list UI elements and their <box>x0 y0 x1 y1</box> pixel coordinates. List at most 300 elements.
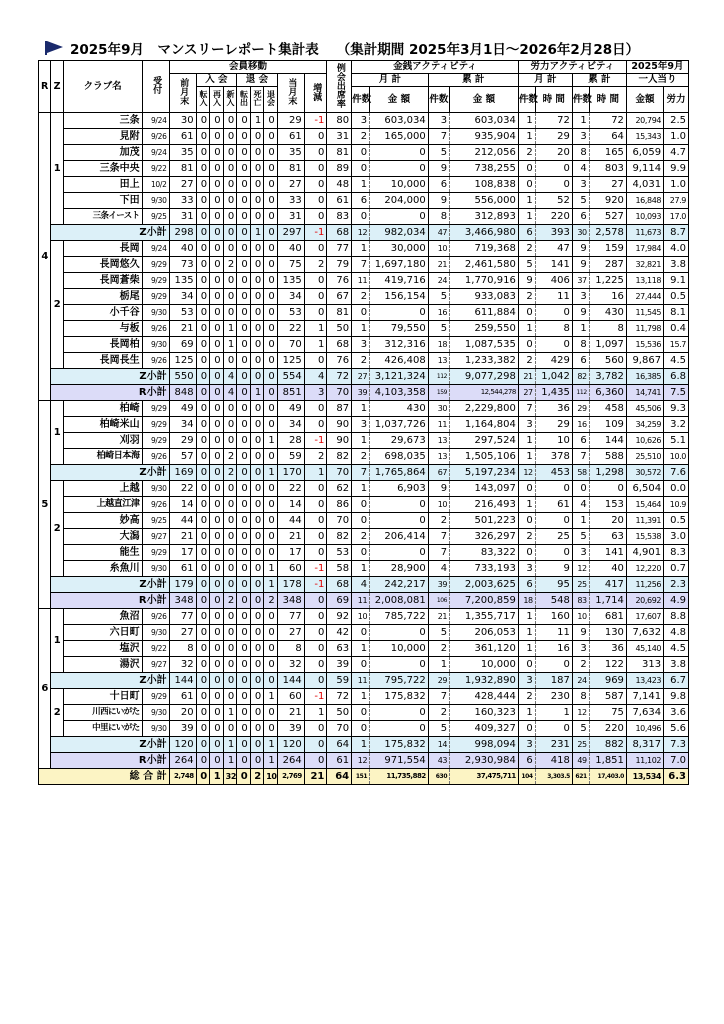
accepted-date: 9/30 <box>142 721 169 737</box>
accepted-date: 9/22 <box>142 161 169 177</box>
money-month-count: 7 <box>352 465 370 481</box>
prev-month-end: 348 <box>169 593 196 609</box>
club-name: 長岡柏 <box>63 337 142 353</box>
attendance-rate: 89 <box>327 161 352 177</box>
prev-month-end: 34 <box>169 417 196 433</box>
accepted-date: 9/24 <box>142 145 169 161</box>
sainyu: 0 <box>210 577 224 593</box>
labor-month-hours: 0 <box>535 177 572 193</box>
money-month-amount: 29,673 <box>370 433 429 449</box>
accepted-date: 9/26 <box>142 497 169 513</box>
money-cum-amount: 7,200,859 <box>450 593 519 609</box>
money-cum-amount: 160,323 <box>450 705 519 721</box>
per-amount: 10,496 <box>626 721 663 737</box>
accepted-date: 9/30 <box>142 625 169 641</box>
labor-cum-hours: 72 <box>589 113 626 129</box>
this-month-end: 40 <box>277 241 304 257</box>
money-month-amount: 2,008,081 <box>370 593 429 609</box>
shinnyu: 0 <box>223 209 237 225</box>
tennyu: 0 <box>196 545 210 561</box>
change: 2 <box>304 257 327 273</box>
attendance-rate: 42 <box>327 625 352 641</box>
money-month-amount: 0 <box>370 545 429 561</box>
money-cum-amount: 1,505,106 <box>450 449 519 465</box>
labor-cum-count: 8 <box>572 689 589 705</box>
tennyu: 0 <box>196 481 210 497</box>
prev-month-end: 169 <box>169 465 196 481</box>
sainyu: 0 <box>210 689 224 705</box>
z-code: 1 <box>51 401 63 465</box>
labor-cum-count: 1 <box>572 513 589 529</box>
attendance-rate: 92 <box>327 609 352 625</box>
header-club: クラブ名 <box>63 61 142 113</box>
club-name: 長岡 <box>63 241 142 257</box>
labor-month-count: 6 <box>518 225 535 241</box>
attendance-rate: 81 <box>327 145 352 161</box>
labor-cum-hours: 588 <box>589 449 626 465</box>
money-cum-amount: 501,223 <box>450 513 519 529</box>
labor-cum-count: 7 <box>572 449 589 465</box>
r-subtotal-label: R小計 <box>51 385 169 401</box>
header-this-month-end: 当月末 <box>277 74 304 113</box>
this-month-end: 22 <box>277 481 304 497</box>
z-subtotal-label: Z小計 <box>51 577 169 593</box>
money-cum-amount: 933,083 <box>450 289 519 305</box>
header-shinnyu: 新入 <box>223 87 237 113</box>
shibou: 0 <box>250 737 264 753</box>
money-month-count: 0 <box>352 545 370 561</box>
money-cum-amount: 5,197,234 <box>450 465 519 481</box>
change: -1 <box>304 561 327 577</box>
prev-month-end: 49 <box>169 401 196 417</box>
sainyu: 0 <box>210 145 224 161</box>
per-labor: 8.1 <box>664 305 689 321</box>
attendance-rate: 68 <box>327 225 352 241</box>
tennyu: 0 <box>196 625 210 641</box>
shinnyu: 2 <box>223 449 237 465</box>
money-cum-amount: 2,461,580 <box>450 257 519 273</box>
taikai: 0 <box>264 673 278 689</box>
prev-month-end: 44 <box>169 513 196 529</box>
per-amount: 15,464 <box>626 497 663 513</box>
labor-cum-hours: 1,714 <box>589 593 626 609</box>
table-row <box>39 161 689 177</box>
attendance-rate: 82 <box>327 449 352 465</box>
shinnyu: 0 <box>223 561 237 577</box>
money-month-count: 11 <box>352 593 370 609</box>
table-row <box>39 561 689 577</box>
labor-month-count: 2 <box>518 529 535 545</box>
shibou: 0 <box>250 193 264 209</box>
labor-cum-hours: 3,782 <box>589 369 626 385</box>
change: 0 <box>304 145 327 161</box>
money-cum-amount: 1,932,890 <box>450 673 519 689</box>
labor-cum-count: 4 <box>572 161 589 177</box>
labor-cum-hours: 1,225 <box>589 273 626 289</box>
header-money-month-amount: 金 額 <box>370 87 429 113</box>
money-cum-amount: 1,164,804 <box>450 417 519 433</box>
attendance-rate: 68 <box>327 577 352 593</box>
shibou: 0 <box>250 545 264 561</box>
sainyu: 0 <box>210 161 224 177</box>
sainyu: 0 <box>210 417 224 433</box>
per-amount: 11,545 <box>626 305 663 321</box>
sainyu: 0 <box>210 305 224 321</box>
labor-cum-count: 5 <box>572 529 589 545</box>
tenshutsu: 0 <box>237 161 251 177</box>
shinnyu: 0 <box>223 353 237 369</box>
tennyu: 0 <box>196 305 210 321</box>
labor-month-count: 1 <box>518 449 535 465</box>
this-month-end: 21 <box>277 529 304 545</box>
tennyu: 0 <box>196 593 210 609</box>
labor-cum-count: 6 <box>572 353 589 369</box>
shinnyu: 0 <box>223 689 237 705</box>
change: -1 <box>304 113 327 129</box>
shibou: 0 <box>250 433 264 449</box>
prev-month-end: 27 <box>169 625 196 641</box>
tenshutsu: 0 <box>237 273 251 289</box>
accepted-date: 9/26 <box>142 321 169 337</box>
per-amount: 34,259 <box>626 417 663 433</box>
prev-month-end: 550 <box>169 369 196 385</box>
tennyu: 0 <box>196 225 210 241</box>
per-labor: 3.2 <box>664 417 689 433</box>
accepted-date: 9/29 <box>142 545 169 561</box>
sainyu: 0 <box>210 257 224 273</box>
taikai: 1 <box>264 689 278 705</box>
this-month-end: 125 <box>277 353 304 369</box>
table-row <box>39 689 689 705</box>
sainyu: 0 <box>210 673 224 689</box>
tenshutsu: 0 <box>237 561 251 577</box>
tennyu: 0 <box>196 177 210 193</box>
taikai: 0 <box>264 545 278 561</box>
taikai: 1 <box>264 577 278 593</box>
money-month-amount: 0 <box>370 497 429 513</box>
money-cum-amount: 409,327 <box>450 721 519 737</box>
per-labor: 7.6 <box>664 465 689 481</box>
club-name: 小千谷 <box>63 305 142 321</box>
labor-month-count: 104 <box>518 769 535 785</box>
labor-cum-hours: 681 <box>589 609 626 625</box>
tennyu: 0 <box>196 721 210 737</box>
r-code: 4 <box>39 113 51 401</box>
tenshutsu: 0 <box>237 129 251 145</box>
money-cum-count: 7 <box>428 529 449 545</box>
taikai: 0 <box>264 497 278 513</box>
tenshutsu: 0 <box>237 401 251 417</box>
labor-month-count: 0 <box>518 161 535 177</box>
attendance-rate: 70 <box>327 513 352 529</box>
table-row <box>39 641 689 657</box>
prev-month-end: 57 <box>169 449 196 465</box>
shibou: 0 <box>250 673 264 689</box>
shibou: 0 <box>250 257 264 273</box>
labor-cum-count: 2 <box>572 657 589 673</box>
prev-month-end: 125 <box>169 353 196 369</box>
money-month-amount: 603,034 <box>370 113 429 129</box>
per-amount: 11,798 <box>626 321 663 337</box>
money-month-amount: 1,697,180 <box>370 257 429 273</box>
change: 0 <box>304 737 327 753</box>
labor-cum-count: 6 <box>572 433 589 449</box>
labor-month-count: 2 <box>518 289 535 305</box>
sainyu: 0 <box>210 385 224 401</box>
tennyu: 0 <box>196 241 210 257</box>
money-cum-count: 159 <box>428 385 449 401</box>
tennyu: 0 <box>196 209 210 225</box>
tennyu: 0 <box>196 433 210 449</box>
taikai: 0 <box>264 529 278 545</box>
per-labor: 4.7 <box>664 145 689 161</box>
tennyu: 0 <box>196 449 210 465</box>
sainyu: 0 <box>210 497 224 513</box>
money-cum-count: 21 <box>428 257 449 273</box>
prev-month-end: 179 <box>169 577 196 593</box>
table-row <box>39 321 689 337</box>
money-month-amount: 79,550 <box>370 321 429 337</box>
header-taikai: 退会 <box>264 87 278 113</box>
sainyu: 1 <box>210 769 224 785</box>
labor-cum-count: 3 <box>572 129 589 145</box>
per-amount: 13,534 <box>626 769 663 785</box>
labor-cum-count: 58 <box>572 465 589 481</box>
labor-month-count: 0 <box>518 177 535 193</box>
per-amount: 9,867 <box>626 353 663 369</box>
this-month-end: 32 <box>277 657 304 673</box>
labor-month-count: 0 <box>518 337 535 353</box>
attendance-rate: 82 <box>327 529 352 545</box>
club-name: 加茂 <box>63 145 142 161</box>
tenshutsu: 0 <box>237 321 251 337</box>
per-labor: 0.5 <box>664 289 689 305</box>
per-labor: 4.5 <box>664 353 689 369</box>
this-month-end: 27 <box>277 177 304 193</box>
table-row <box>39 625 689 641</box>
per-labor: 3.6 <box>664 705 689 721</box>
money-cum-count: 4 <box>428 561 449 577</box>
money-month-amount: 1,037,726 <box>370 417 429 433</box>
labor-cum-count: 10 <box>572 609 589 625</box>
r-subtotal-row <box>39 593 689 609</box>
shibou: 0 <box>250 209 264 225</box>
r-code: 5 <box>39 401 51 609</box>
labor-month-hours: 418 <box>535 753 572 769</box>
shibou: 0 <box>250 289 264 305</box>
labor-cum-count: 25 <box>572 577 589 593</box>
accepted-date: 9/24 <box>142 113 169 129</box>
labor-month-hours: 0 <box>535 657 572 673</box>
accepted-date: 9/26 <box>142 353 169 369</box>
per-amount: 11,673 <box>626 225 663 241</box>
labor-cum-hours: 122 <box>589 657 626 673</box>
money-month-amount: 206,414 <box>370 529 429 545</box>
report-table <box>38 60 689 785</box>
accepted-date: 9/29 <box>142 401 169 417</box>
taikai: 0 <box>264 241 278 257</box>
taikai: 1 <box>264 561 278 577</box>
sainyu: 0 <box>210 369 224 385</box>
taikai: 0 <box>264 657 278 673</box>
money-cum-amount: 206,053 <box>450 625 519 641</box>
taikai: 0 <box>264 625 278 641</box>
money-month-count: 27 <box>352 369 370 385</box>
taikai: 1 <box>264 753 278 769</box>
prev-month-end: 69 <box>169 337 196 353</box>
attendance-rate: 59 <box>327 673 352 689</box>
sainyu: 0 <box>210 449 224 465</box>
labor-month-hours: 25 <box>535 529 572 545</box>
shibou: 0 <box>250 337 264 353</box>
club-name: 下田 <box>63 193 142 209</box>
header-labor-month-count: 件数 <box>518 87 535 113</box>
labor-cum-count: 6 <box>572 209 589 225</box>
per-labor: 3.8 <box>664 257 689 273</box>
z-subtotal-row <box>39 673 689 689</box>
club-name: 刈羽 <box>63 433 142 449</box>
taikai: 0 <box>264 321 278 337</box>
shibou: 0 <box>250 305 264 321</box>
accepted-date: 9/25 <box>142 209 169 225</box>
taikai: 10 <box>264 769 278 785</box>
this-month-end: 31 <box>277 209 304 225</box>
money-month-amount: 204,000 <box>370 193 429 209</box>
header-attendance: 例会出席率 <box>327 61 352 113</box>
club-name: 三条イースト <box>63 209 142 225</box>
labor-cum-hours: 64 <box>589 129 626 145</box>
this-month-end: 14 <box>277 497 304 513</box>
money-cum-amount: 998,094 <box>450 737 519 753</box>
labor-month-hours: 10 <box>535 433 572 449</box>
table-row <box>39 353 689 369</box>
tenshutsu: 0 <box>237 433 251 449</box>
tennyu: 0 <box>196 753 210 769</box>
tenshutsu: 0 <box>237 673 251 689</box>
title-main: 2025年9月 マンスリーレポート集計表 <box>70 42 319 58</box>
shinnyu: 2 <box>223 257 237 273</box>
money-cum-count: 1 <box>428 657 449 673</box>
taikai: 0 <box>264 417 278 433</box>
labor-month-count: 1 <box>518 193 535 209</box>
tenshutsu: 0 <box>237 257 251 273</box>
money-cum-amount: 611,884 <box>450 305 519 321</box>
labor-month-hours: 141 <box>535 257 572 273</box>
tennyu: 0 <box>196 689 210 705</box>
labor-month-count: 18 <box>518 593 535 609</box>
club-name: 川西にいがた <box>63 705 142 721</box>
header-tennyu: 転入 <box>196 87 210 113</box>
labor-cum-count: 49 <box>572 753 589 769</box>
money-cum-count: 6 <box>428 177 449 193</box>
shinnyu: 0 <box>223 305 237 321</box>
tenshutsu: 0 <box>237 641 251 657</box>
change: -1 <box>304 225 327 241</box>
change: 1 <box>304 321 327 337</box>
money-month-amount: 312,316 <box>370 337 429 353</box>
shibou: 0 <box>250 129 264 145</box>
change: 2 <box>304 449 327 465</box>
money-cum-amount: 1,770,916 <box>450 273 519 289</box>
money-cum-count: 7 <box>428 129 449 145</box>
labor-month-count: 0 <box>518 721 535 737</box>
labor-cum-count: 5 <box>572 721 589 737</box>
table-row <box>39 545 689 561</box>
change: 0 <box>304 753 327 769</box>
shibou: 0 <box>250 705 264 721</box>
labor-month-count: 0 <box>518 657 535 673</box>
labor-cum-hours: 458 <box>589 401 626 417</box>
header-accepted: 受付 <box>142 61 169 113</box>
this-month-end: 70 <box>277 337 304 353</box>
accepted-date: 9/29 <box>142 417 169 433</box>
accepted-date: 9/30 <box>142 193 169 209</box>
table-row <box>39 513 689 529</box>
flag-icon <box>44 40 64 56</box>
labor-month-count: 1 <box>518 129 535 145</box>
money-month-count: 12 <box>352 225 370 241</box>
per-amount: 8,317 <box>626 737 663 753</box>
change: 0 <box>304 513 327 529</box>
change: 1 <box>304 465 327 481</box>
shibou: 0 <box>250 449 264 465</box>
tenshutsu: 0 <box>237 209 251 225</box>
money-month-amount: 430 <box>370 401 429 417</box>
tennyu: 0 <box>196 513 210 529</box>
tennyu: 0 <box>196 193 210 209</box>
change: 1 <box>304 337 327 353</box>
tenshutsu: 0 <box>237 737 251 753</box>
money-cum-amount: 297,524 <box>450 433 519 449</box>
per-amount: 27,444 <box>626 289 663 305</box>
labor-cum-count: 3 <box>572 289 589 305</box>
change: 0 <box>304 625 327 641</box>
labor-cum-hours: 109 <box>589 417 626 433</box>
shibou: 0 <box>250 721 264 737</box>
accepted-date: 9/26 <box>142 129 169 145</box>
labor-cum-hours: 1,097 <box>589 337 626 353</box>
r-subtotal-label: R小計 <box>51 753 169 769</box>
tenshutsu: 0 <box>237 721 251 737</box>
labor-month-hours: 429 <box>535 353 572 369</box>
sainyu: 0 <box>210 465 224 481</box>
prev-month-end: 61 <box>169 689 196 705</box>
club-name: 柏崎 <box>63 401 142 417</box>
prev-month-end: 31 <box>169 209 196 225</box>
attendance-rate: 86 <box>327 497 352 513</box>
labor-month-count: 2 <box>518 145 535 161</box>
club-name: 妙高 <box>63 513 142 529</box>
per-amount: 15,538 <box>626 529 663 545</box>
money-cum-count: 9 <box>428 193 449 209</box>
attendance-rate: 39 <box>327 657 352 673</box>
money-month-amount: 30,000 <box>370 241 429 257</box>
this-month-end: 77 <box>277 609 304 625</box>
tennyu: 0 <box>196 769 210 785</box>
tennyu: 0 <box>196 337 210 353</box>
accepted-date: 9/29 <box>142 433 169 449</box>
accepted-date: 9/22 <box>142 641 169 657</box>
tennyu: 0 <box>196 577 210 593</box>
prev-month-end: 17 <box>169 545 196 561</box>
labor-cum-hours: 75 <box>589 705 626 721</box>
per-labor: 0.0 <box>664 481 689 497</box>
labor-cum-count: 16 <box>572 417 589 433</box>
tennyu: 0 <box>196 145 210 161</box>
money-month-count: 2 <box>352 129 370 145</box>
shinnyu: 0 <box>223 609 237 625</box>
header-labor-activity: 労力アクティビティ <box>518 61 626 74</box>
